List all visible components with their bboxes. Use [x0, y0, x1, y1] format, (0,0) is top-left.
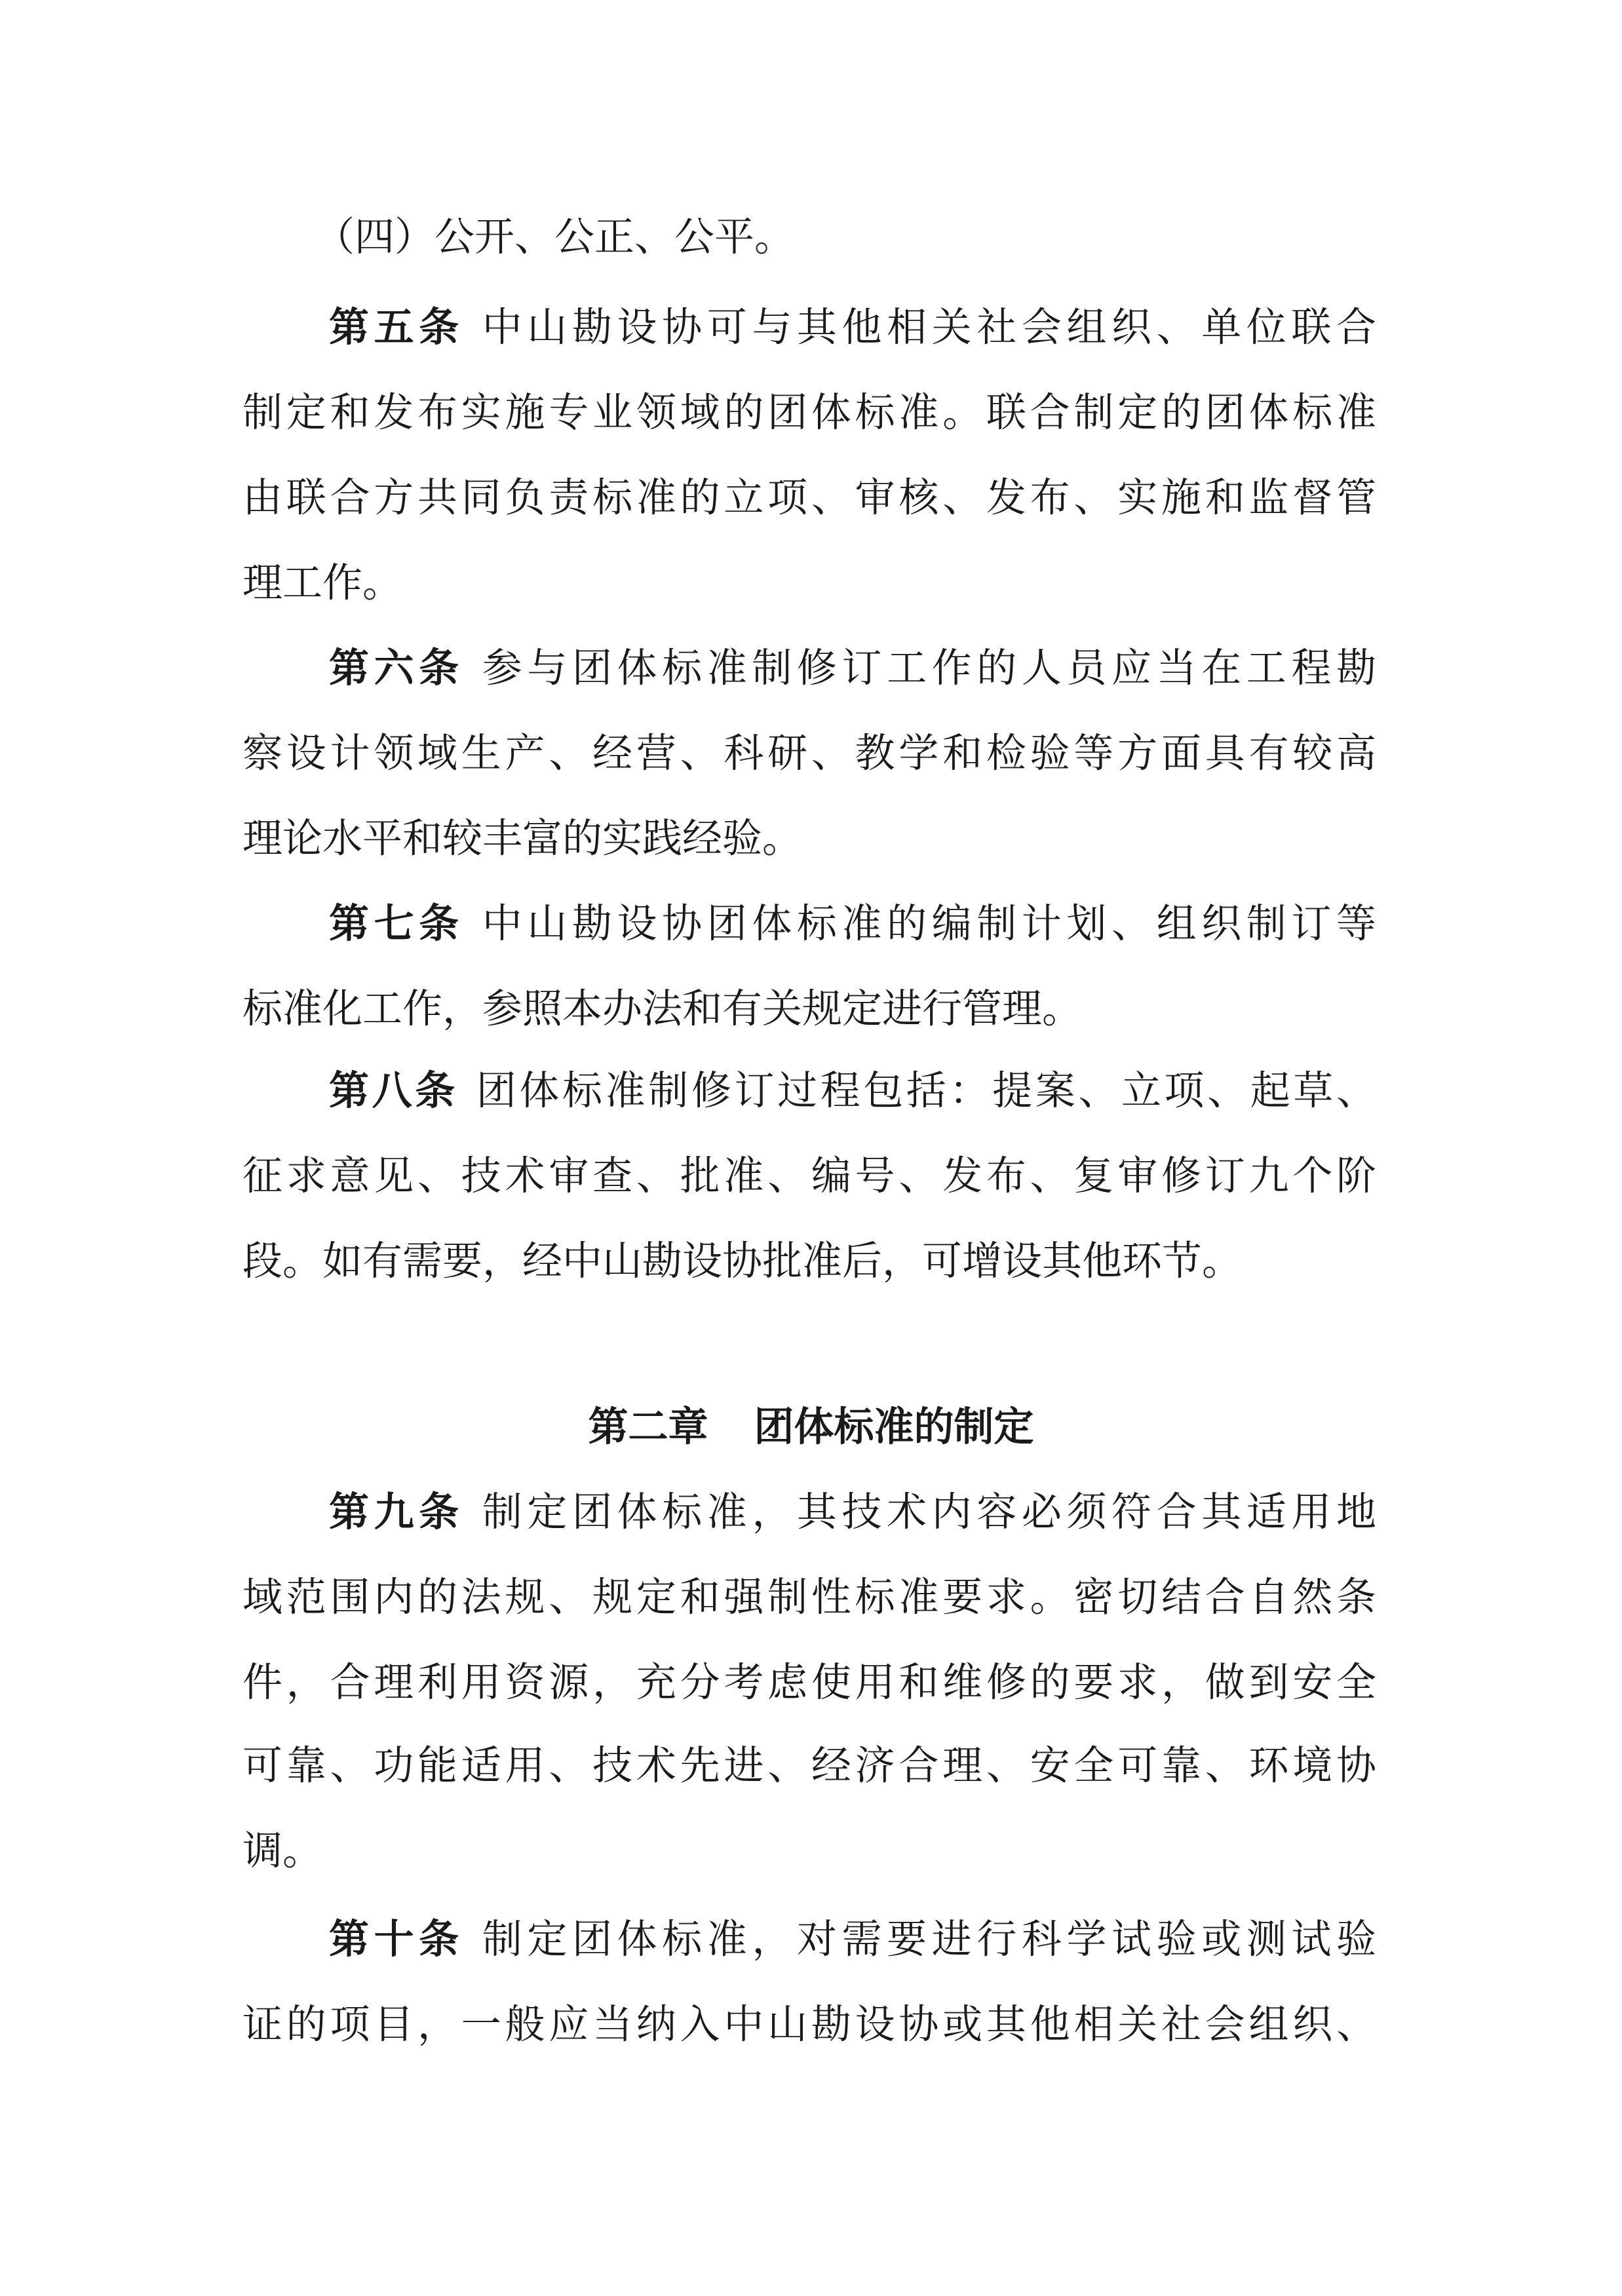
article-7-line-2: 标准化工作，参照本办法和有关规定进行管理。 — [242, 985, 1083, 1032]
chapter-2-title: 团体标准的制定 — [754, 1404, 1034, 1450]
article-5-line-1 — [329, 301, 1376, 354]
article-10-line-2: 证的项目，一般应当纳入中山勘设协或其他相关社会组织、 — [242, 2001, 1376, 2048]
chapter-2-number: 第二章 — [588, 1404, 708, 1450]
article-9-line-5: 调。 — [242, 1827, 323, 1874]
article-9-line-4: 可靠、功能适用、技术先进、经济合理、安全可靠、环境协 — [242, 1742, 1376, 1789]
article-7-text-1: 中山勘设协团体标准的编制计划、组织制订等 — [482, 900, 1376, 947]
article-7-line-1 — [329, 898, 1376, 950]
article-8-label: 第八条 — [329, 1067, 458, 1114]
article-10-line-1 — [329, 1913, 1376, 1966]
item-4-text: （四）公开、公正、公平。 — [315, 214, 795, 260]
article-8-text-1: 团体标准制修订过程包括：提案、立项、起草、 — [476, 1067, 1376, 1114]
article-9-label: 第九条 — [329, 1489, 464, 1535]
article-9-line-2: 域范围内的法规、规定和强制性标准要求。密切结合自然条 — [242, 1574, 1376, 1620]
article-5-label: 第五条 — [329, 304, 464, 351]
article-8-line-1 — [329, 1065, 1376, 1117]
article-9-text-1: 制定团体标准，其技术内容必须符合其适用地 — [482, 1489, 1376, 1535]
article-10-label: 第十条 — [329, 1916, 464, 1962]
article-6-line-2: 察设计领域生产、经营、科研、教学和检验等方面具有较高 — [242, 730, 1376, 776]
article-6-text-1: 参与团体标准制修订工作的人员应当在工程勘 — [482, 645, 1376, 691]
article-5-line-3: 由联合方共同负责标准的立项、审核、发布、实施和监督管 — [242, 474, 1376, 521]
article-8-line-2: 征求意见、技术审查、批准、编号、发布、复审修订九个阶 — [242, 1153, 1376, 1199]
article-9-line-3: 件，合理利用资源，充分考虑使用和维修的要求，做到安全 — [242, 1659, 1376, 1706]
article-7-label: 第七条 — [329, 900, 464, 947]
article-10-text-1: 制定团体标准，对需要进行科学试验或测试验 — [482, 1916, 1376, 1962]
article-6-line-3: 理论水平和较丰富的实践经验。 — [242, 815, 803, 862]
article-5-text-1: 中山勘设协可与其他相关社会组织、单位联合 — [482, 304, 1376, 351]
article-5-line-2: 制定和发布实施专业领域的团体标准。联合制定的团体标准 — [242, 389, 1376, 436]
article-5-line-4: 理工作。 — [242, 560, 403, 606]
article-6-label: 第六条 — [329, 645, 464, 691]
article-8-line-3: 段。如有需要，经中山勘设协批准后，可增设其他环节。 — [242, 1238, 1243, 1284]
chapter-2-heading — [0, 1401, 1622, 1453]
article-6-line-1 — [329, 642, 1376, 695]
article-9-line-1 — [329, 1486, 1376, 1539]
